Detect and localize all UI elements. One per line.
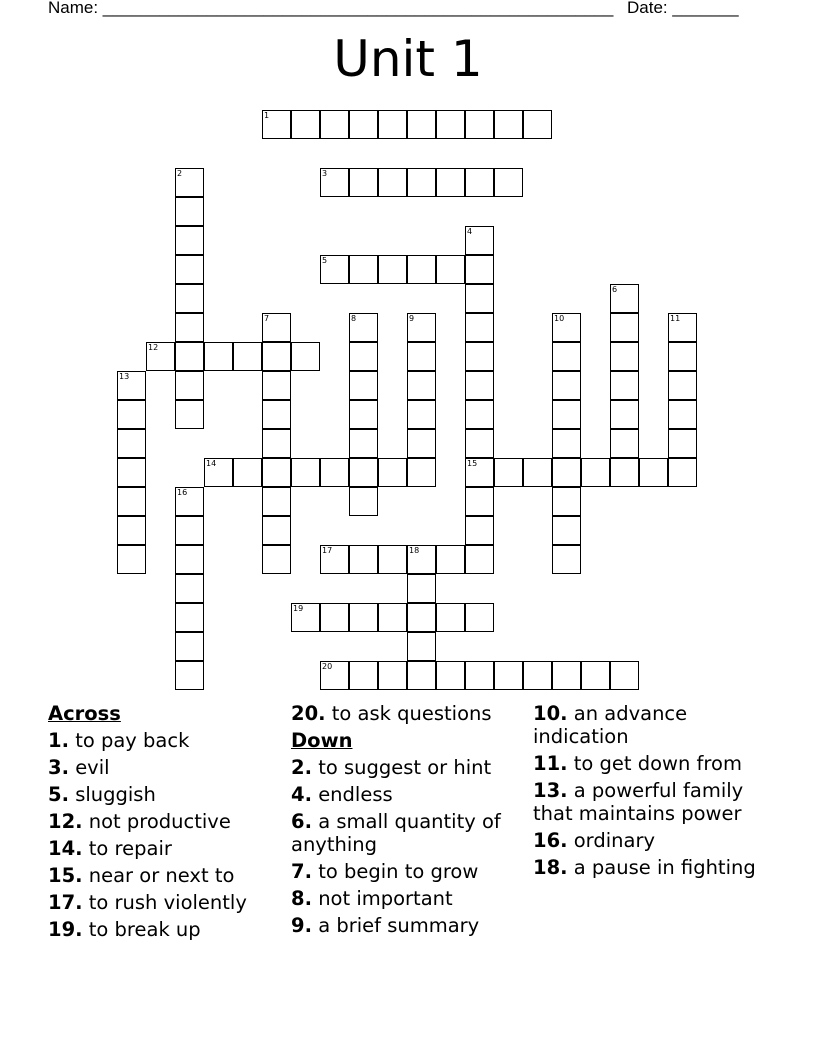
grid-cell[interactable] (552, 371, 581, 400)
grid-cell[interactable] (552, 545, 581, 574)
clue-number: 10 (554, 314, 565, 323)
grid-cell[interactable] (523, 110, 552, 139)
grid-cell[interactable] (175, 313, 204, 342)
clue-number-label: 14. (48, 837, 83, 860)
grid-cell[interactable] (610, 284, 639, 313)
clue-number: 16 (177, 488, 188, 497)
grid-cell[interactable] (494, 110, 523, 139)
clue-number: 14 (206, 459, 217, 468)
clue-number-label: 1. (48, 729, 69, 752)
clue-number: 11 (670, 314, 681, 323)
clue-number: 18 (409, 546, 420, 555)
grid-cell[interactable] (639, 458, 668, 487)
across-clue (48, 756, 278, 779)
grid-cell[interactable] (378, 255, 407, 284)
grid-cell[interactable] (465, 342, 494, 371)
grid-cell[interactable] (465, 516, 494, 545)
grid-cell[interactable] (552, 429, 581, 458)
grid-cell[interactable] (552, 400, 581, 429)
clue-text: to begin to grow (318, 860, 479, 883)
down-clue (533, 829, 773, 852)
clue-text: to pay back (75, 729, 190, 752)
grid-cell[interactable] (291, 110, 320, 139)
clue-number-label: 8. (291, 887, 312, 910)
down-clue (291, 860, 526, 883)
grid-cell[interactable] (262, 458, 291, 487)
down-heading: Down (291, 729, 353, 752)
grid-cell[interactable] (349, 168, 378, 197)
grid-cell[interactable] (175, 371, 204, 400)
clue-number-label: 19. (48, 918, 83, 941)
grid-cell[interactable] (175, 487, 204, 516)
grid-cell[interactable] (378, 545, 407, 574)
grid-cell[interactable] (117, 371, 146, 400)
grid-cell[interactable] (175, 603, 204, 632)
grid-cell[interactable] (465, 429, 494, 458)
grid-cell[interactable] (465, 110, 494, 139)
clue-number: 3 (322, 169, 328, 178)
grid-cell[interactable] (146, 342, 175, 371)
grid-cell[interactable] (378, 661, 407, 690)
down-clue (291, 914, 526, 937)
grid-cell[interactable] (610, 400, 639, 429)
grid-cell[interactable] (610, 458, 639, 487)
grid-cell[interactable] (668, 458, 697, 487)
down-clue (291, 887, 526, 910)
grid-cell[interactable] (465, 226, 494, 255)
grid-cell[interactable] (436, 110, 465, 139)
grid-cell[interactable] (349, 603, 378, 632)
across-heading: Across (48, 702, 121, 725)
clue-text: a brief summary (318, 914, 480, 937)
grid-cell[interactable] (117, 429, 146, 458)
clue-number-label: 9. (291, 914, 312, 937)
grid-cell[interactable] (117, 516, 146, 545)
clue-number-label: 11. (533, 752, 568, 775)
clue-text: an advance indication (533, 702, 688, 748)
clue-number: 6 (612, 285, 618, 294)
across-clue (48, 891, 278, 914)
clue-number-label: 3. (48, 756, 69, 779)
grid-cell[interactable] (117, 545, 146, 574)
clue-text: sluggish (75, 783, 156, 806)
grid-cell[interactable] (175, 574, 204, 603)
clue-number-label: 20. (291, 702, 326, 725)
grid-cell[interactable] (117, 487, 146, 516)
grid-cell[interactable] (436, 545, 465, 574)
clue-number: 17 (322, 546, 333, 555)
grid-cell[interactable] (262, 400, 291, 429)
clue-text: to repair (88, 837, 172, 860)
grid-cell[interactable] (175, 545, 204, 574)
grid-cell[interactable] (552, 313, 581, 342)
across-clue (48, 783, 278, 806)
grid-cell[interactable] (349, 458, 378, 487)
grid-cell[interactable] (349, 110, 378, 139)
clue-number: 20 (322, 662, 333, 671)
grid-cell[interactable] (204, 458, 233, 487)
grid-cell[interactable] (407, 400, 436, 429)
grid-cell[interactable] (465, 371, 494, 400)
across-clue (48, 918, 278, 941)
down-clue (533, 752, 773, 775)
grid-cell[interactable] (465, 255, 494, 284)
date-field: Date: _______ (627, 0, 739, 17)
down-clue (291, 756, 526, 779)
grid-cell[interactable] (378, 603, 407, 632)
grid-cell[interactable] (552, 661, 581, 690)
grid-cell[interactable] (552, 487, 581, 516)
grid-cell[interactable] (262, 487, 291, 516)
clue-number-label: 18. (533, 856, 568, 879)
grid-cell[interactable] (349, 545, 378, 574)
grid-cell[interactable] (465, 313, 494, 342)
grid-cell[interactable] (175, 284, 204, 313)
grid-cell[interactable] (494, 168, 523, 197)
grid-cell[interactable] (668, 429, 697, 458)
grid-cell[interactable] (407, 168, 436, 197)
clue-number-label: 10. (533, 702, 568, 725)
grid-cell[interactable] (465, 400, 494, 429)
grid-cell[interactable] (407, 313, 436, 342)
grid-cell[interactable] (610, 371, 639, 400)
grid-cell[interactable] (668, 400, 697, 429)
clue-number: 15 (467, 459, 478, 468)
grid-cell[interactable] (494, 661, 523, 690)
grid-cell[interactable] (117, 458, 146, 487)
grid-cell[interactable] (320, 545, 349, 574)
clue-number: 8 (351, 314, 357, 323)
page-title: Unit 1 (333, 30, 483, 88)
grid-cell[interactable] (610, 661, 639, 690)
grid-cell[interactable] (320, 661, 349, 690)
grid-cell[interactable] (378, 458, 407, 487)
grid-cell[interactable] (581, 661, 610, 690)
grid-cell[interactable] (262, 371, 291, 400)
grid-cell[interactable] (320, 168, 349, 197)
grid-cell[interactable] (262, 342, 291, 371)
clue-number-label: 5. (48, 783, 69, 806)
grid-cell[interactable] (436, 603, 465, 632)
grid-cell[interactable] (407, 255, 436, 284)
clues-column-2 (291, 702, 526, 941)
down-clue (533, 702, 773, 748)
grid-cell[interactable] (117, 400, 146, 429)
grid-cell[interactable] (407, 371, 436, 400)
grid-cell[interactable] (291, 603, 320, 632)
clue-number-label: 7. (291, 860, 312, 883)
clues-column-1 (48, 702, 278, 945)
clue-number-label: 2. (291, 756, 312, 779)
name-field: Name: ______________________________________________________ (48, 0, 614, 17)
clue-text: to rush violently (88, 891, 247, 914)
grid-cell[interactable] (407, 603, 436, 632)
clue-number-label: 4. (291, 783, 312, 806)
grid-cell[interactable] (378, 110, 407, 139)
grid-cell[interactable] (407, 574, 436, 603)
clue-number: 13 (119, 372, 130, 381)
grid-cell[interactable] (523, 458, 552, 487)
grid-cell[interactable] (175, 516, 204, 545)
clue-number-label: 12. (48, 810, 83, 833)
clue-text: near or next to (88, 864, 235, 887)
down-clue (291, 810, 526, 856)
clue-number-label: 17. (48, 891, 83, 914)
grid-cell[interactable] (349, 342, 378, 371)
clue-number: 9 (409, 314, 415, 323)
across-clue (48, 837, 278, 860)
grid-cell[interactable] (668, 371, 697, 400)
grid-cell[interactable] (581, 458, 610, 487)
grid-cell[interactable] (349, 487, 378, 516)
grid-cell[interactable] (320, 110, 349, 139)
clue-number: 4 (467, 227, 473, 236)
grid-cell[interactable] (610, 342, 639, 371)
grid-cell[interactable] (233, 342, 262, 371)
across-clue (291, 702, 526, 725)
grid-cell[interactable] (407, 110, 436, 139)
clue-text: to ask questions (331, 702, 492, 725)
grid-cell[interactable] (552, 342, 581, 371)
clue-text: not important (318, 887, 453, 910)
grid-cell[interactable] (175, 632, 204, 661)
grid-cell[interactable] (552, 458, 581, 487)
grid-cell[interactable] (175, 226, 204, 255)
grid-cell[interactable] (175, 342, 204, 371)
clue-number: 7 (264, 314, 270, 323)
grid-cell[interactable] (291, 342, 320, 371)
grid-cell[interactable] (233, 458, 262, 487)
grid-cell[interactable] (436, 255, 465, 284)
grid-cell[interactable] (668, 342, 697, 371)
grid-cell[interactable] (320, 458, 349, 487)
clue-number: 2 (177, 169, 183, 178)
grid-cell[interactable] (349, 661, 378, 690)
clue-number-label: 6. (291, 810, 312, 833)
grid-cell[interactable] (610, 313, 639, 342)
clue-text: to break up (88, 918, 201, 941)
clue-text: a powerful family that maintains power (533, 779, 744, 825)
clue-text: to suggest or hint (318, 756, 492, 779)
grid-cell[interactable] (175, 168, 204, 197)
grid-cell[interactable] (320, 603, 349, 632)
grid-cell[interactable] (610, 429, 639, 458)
grid-cell[interactable] (204, 342, 233, 371)
grid-cell[interactable] (320, 255, 349, 284)
grid-cell[interactable] (378, 168, 407, 197)
grid-cell[interactable] (175, 255, 204, 284)
across-clue (48, 729, 278, 752)
clue-text: evil (75, 756, 110, 779)
clue-number: 5 (322, 256, 328, 265)
clue-text: a small quantity of anything (291, 810, 501, 856)
grid-cell[interactable] (465, 487, 494, 516)
grid-cell[interactable] (494, 458, 523, 487)
grid-cell[interactable] (291, 458, 320, 487)
grid-cell[interactable] (175, 197, 204, 226)
grid-cell[interactable] (407, 429, 436, 458)
grid-cell[interactable] (465, 661, 494, 690)
grid-cell[interactable] (349, 255, 378, 284)
grid-cell[interactable] (407, 545, 436, 574)
clue-text: a pause in fighting (573, 856, 756, 879)
grid-cell[interactable] (407, 661, 436, 690)
clue-number-label: 16. (533, 829, 568, 852)
grid-cell[interactable] (465, 284, 494, 313)
grid-cell[interactable] (407, 458, 436, 487)
grid-cell[interactable] (668, 313, 697, 342)
clue-number: 19 (293, 604, 304, 613)
clues-column-3 (533, 702, 773, 883)
grid-cell[interactable] (407, 342, 436, 371)
grid-cell[interactable] (349, 371, 378, 400)
grid-cell[interactable] (407, 632, 436, 661)
grid-cell[interactable] (262, 110, 291, 139)
grid-cell[interactable] (349, 429, 378, 458)
grid-cell[interactable] (523, 661, 552, 690)
grid-cell[interactable] (552, 516, 581, 545)
grid-cell[interactable] (262, 313, 291, 342)
grid-cell[interactable] (175, 661, 204, 690)
grid-cell[interactable] (436, 661, 465, 690)
grid-cell[interactable] (465, 603, 494, 632)
grid-cell[interactable] (465, 545, 494, 574)
clue-text: ordinary (573, 829, 656, 852)
grid-cell[interactable] (262, 516, 291, 545)
down-clue (533, 856, 773, 879)
across-clue (48, 810, 278, 833)
grid-cell[interactable] (349, 400, 378, 429)
grid-cell[interactable] (262, 545, 291, 574)
down-clue (291, 783, 526, 806)
clue-text: not productive (88, 810, 231, 833)
grid-cell[interactable] (262, 429, 291, 458)
grid-cell[interactable] (349, 313, 378, 342)
clue-text: to get down from (573, 752, 742, 775)
grid-cell[interactable] (465, 168, 494, 197)
clue-text: endless (318, 783, 393, 806)
grid-cell[interactable] (175, 400, 204, 429)
clue-number-label: 13. (533, 779, 568, 802)
grid-cell[interactable] (465, 458, 494, 487)
across-clue (48, 864, 278, 887)
grid-cell[interactable] (436, 168, 465, 197)
clue-number: 1 (264, 111, 270, 120)
down-clue (533, 779, 773, 825)
clue-number: 12 (148, 343, 159, 352)
clue-number-label: 15. (48, 864, 83, 887)
